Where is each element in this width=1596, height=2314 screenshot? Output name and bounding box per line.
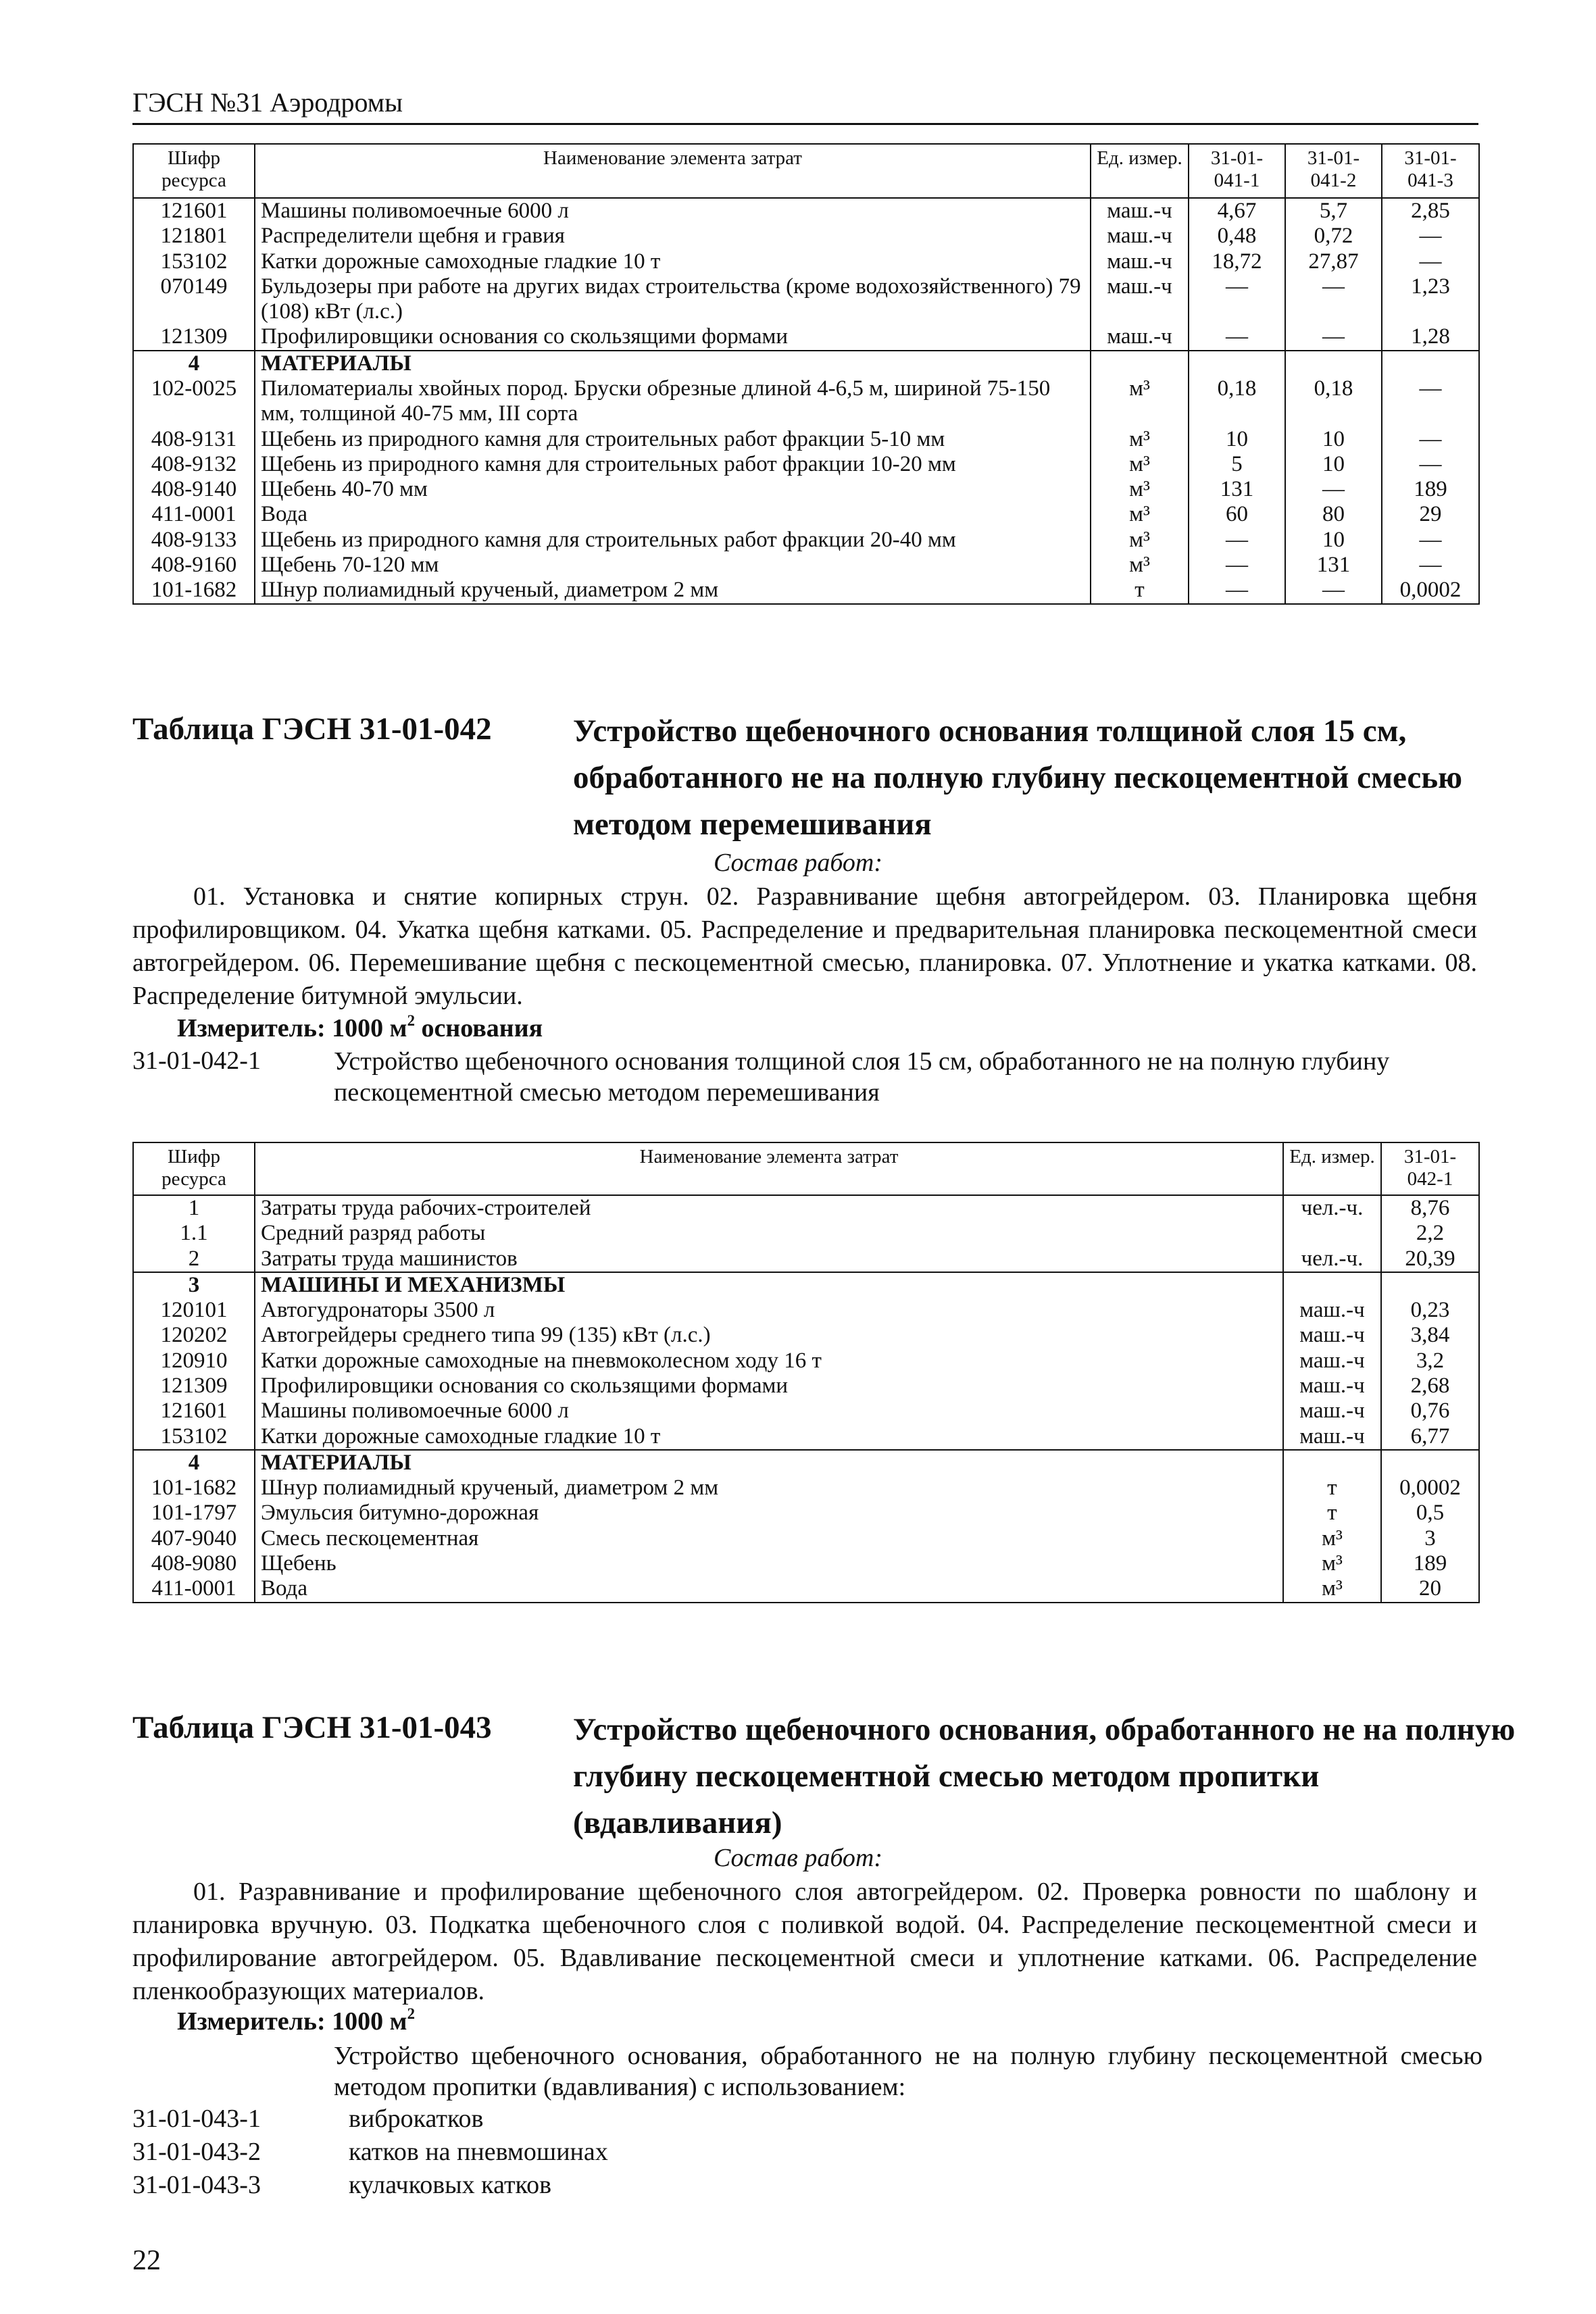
table-row: [133, 1476, 1479, 1501]
table-row: [133, 578, 1479, 603]
table-row: [133, 1195, 1479, 1221]
cell-name: Автогрейдеры среднего типа 99 (135) кВт (л.с.): [255, 1323, 1283, 1348]
cell-unit: маш.-ч: [1283, 1298, 1381, 1323]
cell-name: Затраты труда рабочих-строителей: [255, 1195, 1283, 1221]
cell-value-042-1: 8,76: [1381, 1195, 1479, 1221]
cell-unit: [1091, 351, 1189, 376]
cell-value-041-1: 4,67: [1189, 198, 1285, 224]
table-row: [133, 1221, 1479, 1246]
cell-value-041-3: 0,0002: [1382, 578, 1479, 603]
cell-value-042-1: 2,2: [1381, 1221, 1479, 1246]
col-header-041-2: 31-01- 041-2: [1285, 144, 1382, 198]
measure-043: Измеритель: 1000 $м^2$: [177, 2005, 415, 2036]
cell-code: 121801: [133, 224, 255, 249]
col-header-name: Наименование элемента затрат: [255, 144, 1091, 198]
cell-name: Пиломатериалы хвойных пород. Бруски обрезные длиной 4-6,5 м, шириной 75-150 мм, толщиной 40-75 мм, III сорта: [255, 376, 1091, 427]
cell-name: Машины поливомоечные 6000 л: [255, 1399, 1283, 1424]
cell-code: 121309: [133, 1374, 255, 1399]
cell-name: Средний разряд работы: [255, 1221, 1283, 1246]
cell-value-041-2: —: [1285, 578, 1382, 603]
item-text: катков на пневмошинах: [349, 2138, 608, 2166]
col-header-041-3: 31-01- 041-3: [1382, 144, 1479, 198]
cell-name: Вода: [255, 502, 1091, 527]
cell-unit: маш.-ч: [1091, 274, 1189, 325]
cell-value-041-2: 0,18: [1285, 376, 1382, 427]
cell-value-041-3: 189: [1382, 477, 1479, 502]
cell-unit: [1283, 1221, 1381, 1246]
table-row: [133, 1247, 1479, 1272]
cell-value-041-2: 80: [1285, 502, 1382, 527]
cell-value-041-3: —: [1382, 553, 1479, 578]
cell-value-041-2: —: [1285, 274, 1382, 325]
table-row: [133, 502, 1479, 527]
cell-code: 408-9080: [133, 1551, 255, 1576]
cell-unit: т: [1091, 578, 1189, 603]
cell-value-041-3: —: [1382, 376, 1479, 427]
cell-value-041-3: —: [1382, 249, 1479, 274]
cell-value-041-1: —: [1189, 324, 1285, 350]
cell-name: Катки дорожные самоходные на пневмоколесном ходу 16 т: [255, 1349, 1283, 1374]
cell-unit: т: [1283, 1501, 1381, 1526]
cell-value-041-3: 2,85: [1382, 198, 1479, 224]
cell-name: Шнур полиамидный крученый, диаметром 2 мм: [255, 578, 1091, 603]
table-row: [133, 1576, 1479, 1602]
table-row: [133, 198, 1479, 224]
table-row: [133, 553, 1479, 578]
item-code: 31-01-043-3: [132, 2171, 261, 2199]
cell-code: 101-1797: [133, 1501, 255, 1526]
cell-unit: м³: [1283, 1576, 1381, 1602]
table-title-042: Устройство щебеночного основания толщиной слоя 15 см, обработанного не на полную глубину пескоцементной смесью методом перемешивания: [573, 713, 1463, 842]
cell-unit: маш.-ч: [1091, 249, 1189, 274]
col-header-042-1: 31-01- 042-1: [1381, 1142, 1479, 1195]
cell-name: Профилировщики основания со скользящими формами: [255, 324, 1091, 350]
cell-name: Автогудронаторы 3500 л: [255, 1298, 1283, 1323]
cell-name: Щебень 40-70 мм: [255, 477, 1091, 502]
cell-value-041-3: —: [1382, 427, 1479, 452]
table-row: [133, 351, 1479, 376]
cell-unit: чел.-ч.: [1283, 1195, 1381, 1221]
cell-code: 411-0001: [133, 1576, 255, 1602]
list-item: [132, 2136, 1078, 2169]
cell-value-041-3: —: [1382, 528, 1479, 553]
cell-value-042-1: 3,84: [1381, 1323, 1479, 1348]
col-header-unit: Ед. измер.: [1091, 144, 1189, 198]
cell-value-041-2: 0,72: [1285, 224, 1382, 249]
col-header-041-1: 31-01- 041-1: [1189, 144, 1285, 198]
cell-value-042-1: 0,5: [1381, 1501, 1479, 1526]
cell-name: МАШИНЫ И МЕХАНИЗМЫ: [255, 1272, 1283, 1298]
cell-code: 4: [133, 1450, 255, 1476]
cell-name: Катки дорожные самоходные гладкие 10 т: [255, 249, 1091, 274]
cell-code: 4: [133, 351, 255, 376]
cell-value-042-1: 0,76: [1381, 1399, 1479, 1424]
item-text: виброкатков: [349, 2105, 484, 2133]
cell-name: Распределители щебня и гравия: [255, 224, 1091, 249]
cell-value-041-3: 1,23: [1382, 274, 1479, 325]
cell-name: Вода: [255, 1576, 1283, 1602]
cell-code: 102-0025: [133, 376, 255, 427]
cell-code: 120202: [133, 1323, 255, 1348]
table-label-042: Таблица ГЭСН 31-01-042: [132, 711, 492, 747]
cell-unit: чел.-ч.: [1283, 1247, 1381, 1272]
sostav-label-042: Состав работ:: [713, 849, 883, 877]
table-row: [133, 1374, 1479, 1399]
table-row: [133, 1272, 1479, 1298]
cell-value-041-2: [1285, 351, 1382, 376]
table-row: [133, 1323, 1479, 1348]
cell-value-042-1: 20: [1381, 1576, 1479, 1602]
table-row: [133, 1526, 1479, 1551]
cell-code: 408-9132: [133, 452, 255, 477]
table-row: [133, 224, 1479, 249]
table-row: [133, 528, 1479, 553]
cell-value-041-3: 1,28: [1382, 324, 1479, 350]
cell-code: 1: [133, 1195, 255, 1221]
cell-value-041-1: 131: [1189, 477, 1285, 502]
cell-value-041-2: 10: [1285, 528, 1382, 553]
table-row: [133, 452, 1479, 477]
list-item: [132, 2103, 1078, 2136]
cell-unit: т: [1283, 1476, 1381, 1501]
cell-value-041-2: 5,7: [1285, 198, 1382, 224]
cell-unit: м³: [1091, 477, 1189, 502]
cell-unit: м³: [1091, 502, 1189, 527]
item-code: 31-01-043-2: [132, 2138, 261, 2166]
cell-code: 121601: [133, 1399, 255, 1424]
cell-value-041-1: —: [1189, 528, 1285, 553]
cell-value-041-3: [1382, 351, 1479, 376]
cell-code: 101-1682: [133, 578, 255, 603]
cell-name: Бульдозеры при работе на других видах строительства (кроме водохозяйственного) 79 (108) кВт (л.с.): [255, 274, 1091, 325]
cell-value-042-1: [1381, 1272, 1479, 1298]
cell-value-042-1: 189: [1381, 1551, 1479, 1576]
cell-code: 408-9131: [133, 427, 255, 452]
cell-name: Щебень из природного камня для строительных работ фракции 5-10 мм: [255, 427, 1091, 452]
cell-code: 1.1: [133, 1221, 255, 1246]
col-header-unit: Ед. измер.: [1283, 1142, 1381, 1195]
table-row: [133, 477, 1479, 502]
cell-unit: м³: [1091, 427, 1189, 452]
page-header: ГЭСН №31 Аэродромы: [132, 87, 403, 118]
cell-value-041-1: 60: [1189, 502, 1285, 527]
cell-value-041-1: 0,18: [1189, 376, 1285, 427]
col-header-code: Шифр ресурса: [133, 1142, 255, 1195]
cell-value-041-3: —: [1382, 224, 1479, 249]
table-row: [133, 376, 1479, 427]
cell-value-041-2: —: [1285, 324, 1382, 350]
sostav-label-043: Состав работ:: [713, 1844, 883, 1872]
cell-name: Щебень: [255, 1551, 1283, 1576]
cell-value-041-1: 18,72: [1189, 249, 1285, 274]
table-row: [133, 1551, 1479, 1576]
cell-value-042-1: 0,0002: [1381, 1476, 1479, 1501]
cell-name: Щебень из природного камня для строительных работ фракции 20-40 мм: [255, 528, 1091, 553]
cell-name: Затраты труда машинистов: [255, 1247, 1283, 1272]
cell-code: 408-9133: [133, 528, 255, 553]
cell-name: Щебень 70-120 мм: [255, 553, 1091, 578]
cell-code: 3: [133, 1272, 255, 1298]
cell-value-041-1: —: [1189, 578, 1285, 603]
cell-name: Катки дорожные самоходные гладкие 10 т: [255, 1424, 1283, 1450]
sostav-text-042: 01. Установка и снятие копирных струн. 02. Разравнивание щебня автогрейдером. 03. Планировка щебня профилировщиком. 04. Укатка щебня катками. 05. Распределение и предварительная планировка пескоцементной смеси автогрейдером. 06. Перемешивание щебня с пескоцементной смесью, планировка. 07. Уплотнение и укатка катками. 08. Распределение битумной эмульсии.: [132, 882, 1477, 1010]
cell-value-041-3: 29: [1382, 502, 1479, 527]
cell-unit: м³: [1283, 1526, 1381, 1551]
cell-unit: маш.-ч: [1283, 1323, 1381, 1348]
cell-value-042-1: 6,77: [1381, 1424, 1479, 1450]
header-rule: [132, 123, 1478, 125]
table-row: [133, 274, 1479, 325]
cell-unit: [1283, 1272, 1381, 1298]
cell-unit: маш.-ч: [1091, 224, 1189, 249]
cell-name: Эмульсия битумно-дорожная: [255, 1501, 1283, 1526]
cell-value-042-1: 3: [1381, 1526, 1479, 1551]
cell-code: 120101: [133, 1298, 255, 1323]
cell-value-041-2: —: [1285, 477, 1382, 502]
cell-code: 153102: [133, 1424, 255, 1450]
cell-name: Профилировщики основания со скользящими формами: [255, 1374, 1283, 1399]
cell-value-041-2: 10: [1285, 452, 1382, 477]
resource-table-042: [132, 1142, 1480, 1603]
table-label-043: Таблица ГЭСН 31-01-043: [132, 1710, 492, 1745]
page-number: 22: [132, 2245, 161, 2276]
col-header-code: Шифр ресурса: [133, 144, 255, 198]
cell-name: МАТЕРИАЛЫ: [255, 351, 1091, 376]
list-item: [132, 2169, 1078, 2202]
item-list-043: [132, 2103, 1078, 2202]
table-row: [133, 427, 1479, 452]
cell-name: Смесь пескоцементная: [255, 1526, 1283, 1551]
cell-value-041-2: 131: [1285, 553, 1382, 578]
cell-value-042-1: 3,2: [1381, 1349, 1479, 1374]
item-text: кулачковых катков: [349, 2171, 552, 2199]
table-title-043: Устройство щебеночного основания, обработанного не на полную глубину пескоцементной смесью методом пропитки (вдавливания): [573, 1712, 1516, 1840]
item-code: 31-01-043-1: [132, 2105, 261, 2133]
cell-name: Машины поливомоечные 6000 л: [255, 198, 1091, 224]
item-text-042-1: Устройство щебеночного основания толщиной слоя 15 см, обработанного не на полную глубину пескоцементной смесью методом перемешивания: [334, 1047, 1390, 1107]
cell-value-042-1: 20,39: [1381, 1247, 1479, 1272]
table-row: [133, 1424, 1479, 1450]
cell-unit: маш.-ч: [1283, 1399, 1381, 1424]
cell-unit: м³: [1091, 553, 1189, 578]
cell-value-041-2: 27,87: [1285, 249, 1382, 274]
table-row: [133, 1399, 1479, 1424]
cell-code: 120910: [133, 1349, 255, 1374]
cell-value-041-1: —: [1189, 553, 1285, 578]
cell-code: 153102: [133, 249, 255, 274]
cell-unit: маш.-ч: [1283, 1349, 1381, 1374]
cell-value-041-1: 10: [1189, 427, 1285, 452]
cell-name: МАТЕРИАЛЫ: [255, 1450, 1283, 1476]
cell-code: 407-9040: [133, 1526, 255, 1551]
resource-table-041: [132, 143, 1480, 605]
cell-value-042-1: 0,23: [1381, 1298, 1479, 1323]
cell-value-041-3: —: [1382, 452, 1479, 477]
cell-unit: маш.-ч: [1091, 198, 1189, 224]
cell-unit: маш.-ч: [1091, 324, 1189, 350]
intro-text-043: Устройство щебеночного основания, обработанного не на полную глубину пескоцементной смесью методом пропитки (вдавливания) с использованием:: [334, 2042, 1482, 2101]
cell-name: Щебень из природного камня для строительных работ фракции 10-20 мм: [255, 452, 1091, 477]
cell-unit: м³: [1091, 376, 1189, 427]
item-code-042-1: 31-01-042-1: [132, 1047, 261, 1075]
col-header-name: Наименование элемента затрат: [255, 1142, 1283, 1195]
cell-code: 121601: [133, 198, 255, 224]
cell-code: 408-9160: [133, 553, 255, 578]
table-row: [133, 1298, 1479, 1323]
cell-value-042-1: 2,68: [1381, 1374, 1479, 1399]
measure-042: Измеритель: 1000 $м^2$ основания: [177, 1012, 543, 1042]
cell-code: 411-0001: [133, 502, 255, 527]
cell-value-042-1: [1381, 1450, 1479, 1476]
cell-code: 2: [133, 1247, 255, 1272]
cell-code: 408-9140: [133, 477, 255, 502]
cell-unit: м³: [1091, 528, 1189, 553]
table-row: [133, 249, 1479, 274]
cell-unit: маш.-ч: [1283, 1424, 1381, 1450]
cell-code: 121309: [133, 324, 255, 350]
table-row: [133, 324, 1479, 350]
cell-value-041-1: 5: [1189, 452, 1285, 477]
cell-unit: [1283, 1450, 1381, 1476]
cell-code: 101-1682: [133, 1476, 255, 1501]
table-row: [133, 1450, 1479, 1476]
cell-value-041-1: 0,48: [1189, 224, 1285, 249]
cell-value-041-2: 10: [1285, 427, 1382, 452]
cell-name: Шнур полиамидный крученый, диаметром 2 мм: [255, 1476, 1283, 1501]
table-row: [133, 1349, 1479, 1374]
cell-value-041-1: —: [1189, 274, 1285, 325]
cell-code: 070149: [133, 274, 255, 325]
cell-unit: маш.-ч: [1283, 1374, 1381, 1399]
table-row: [133, 1501, 1479, 1526]
sostav-text-043: 01. Разравнивание и профилирование щебеночного слоя автогрейдером. 02. Проверка ровности по шаблону и планировка вручную. 03. Подкатка щебеночного слоя с поливкой водой. 04. Распределение пескоцементной смеси и профилирование автогрейдером. 05. Вдавливание пескоцементной смеси и уплотнение катками. 06. Распределение пленкообразующих материалов.: [132, 1878, 1477, 2005]
cell-unit: м³: [1283, 1551, 1381, 1576]
cell-value-041-1: [1189, 351, 1285, 376]
cell-unit: м³: [1091, 452, 1189, 477]
